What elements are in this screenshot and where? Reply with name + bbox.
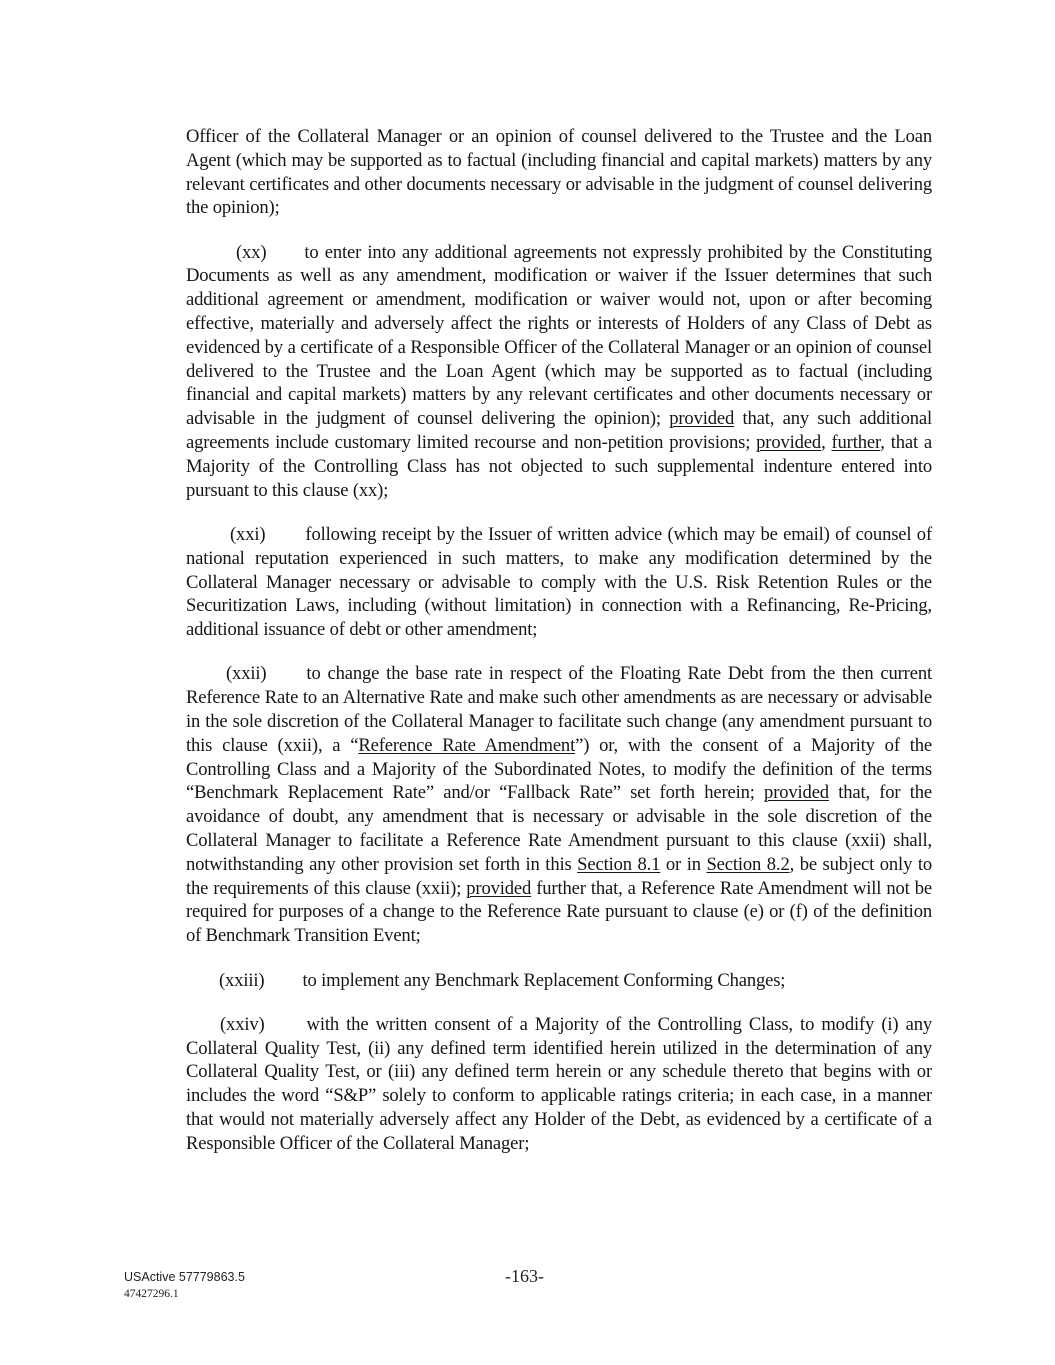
clause-text: that, any such additional agreements include customary limited recourse and non-petition provisions; bbox=[186, 408, 932, 454]
footer-doc-id-secondary: 47427296.1 bbox=[124, 1288, 179, 1300]
clause-text: , bbox=[821, 432, 832, 454]
underlined-term: provided bbox=[764, 782, 829, 804]
clause-list bbox=[186, 241, 932, 1156]
clause-number: (xxiii) bbox=[219, 969, 265, 991]
underlined-term: Section 8.2 bbox=[706, 853, 790, 875]
underlined-term: Section 8.1 bbox=[577, 853, 661, 875]
clause-text: with the written consent of a Majority of the Controlling Class, to modify (i) any Collateral Quality Test, (ii) any defined term identified herein utilized in the determination of any Collateral Quality Test, or (iii) any defined term herein or any schedule thereto that begins with or includes the word “S&P” solely to conform to applicable ratings criteria; in each case, in a manner that would not materially adversely affect any Holder of the Debt, as evidenced by a certificate of a Responsible Officer of the Collateral Manager; bbox=[186, 1013, 932, 1154]
clause-text: to change the base rate in respect of the Floating Rate Debt from the then current Reference Rate to an Alternative Rate and make such other amendments as are necessary or advisable in the sole discretion of the Collateral Manager to facilitate such change (any amendment pursuant to this clause (xxii), a “ bbox=[186, 663, 932, 756]
clause-paragraph bbox=[186, 523, 932, 642]
clause-text: further that, a Reference Rate Amendment will not be required for purposes of a change to the Reference Rate pursuant to clause (e) or (f) of the definition of Benchmark Transition Event; bbox=[186, 877, 932, 947]
clause-paragraph bbox=[186, 1013, 932, 1156]
page-number: -163- bbox=[505, 1266, 544, 1286]
clause-paragraph bbox=[186, 662, 932, 948]
underlined-term: provided bbox=[669, 408, 735, 430]
clause-number: (xx) bbox=[236, 241, 267, 263]
clause-text: that, for the avoidance of doubt, any amendment that is necessary or advisable in the sole discretion of the Collateral Manager to facilitate a Reference Rate Amendment pursuant to this clause (xxii) shall, notwithstanding any other provision set forth in this bbox=[186, 782, 933, 875]
clause-number: (xxiv) bbox=[220, 1013, 265, 1035]
continuation-paragraph: Officer of the Collateral Manager or an opinion of counsel delivered to the Trustee and the Loan Agent (which may be supported as to factual (including financial and capital markets) matters by any relevant certificates and other documents necessary or advisable in the judgment of counsel delivering the opinion); bbox=[186, 126, 932, 219]
underlined-term: provided bbox=[756, 432, 822, 454]
clause-text: , that a Majority of the Controlling Class has not objected to such supplemental indenture entered into pursuant to this clause (xx); bbox=[186, 432, 932, 501]
underlined-term: provided bbox=[466, 877, 532, 899]
underlined-term: further bbox=[831, 432, 881, 454]
clause-text: following receipt by the Issuer of written advice (which may be email) of counsel of national reputation experienced in such matters, to make any modification determined by the Collateral Manager necessary or advisable to comply with the U.S. Risk Retention Rules or the Securitization Laws, including (without limitation) in connection with a Refinancing, Re-Pricing, additional issuance of debt or other amendment; bbox=[186, 523, 932, 641]
clause-text: ”) or, with the consent of a Majority of the Controlling Class and a Majority of the Subordinated Notes, to modify the definition of the terms “Benchmark Replacement Rate” and/or “Fallback Rate” set forth herein; bbox=[186, 734, 932, 804]
clause-text: , be subject only to the requirements of this clause (xxii); bbox=[186, 853, 932, 899]
clause-paragraph bbox=[186, 969, 932, 993]
clause-text: to enter into any additional agreements not expressly prohibited by the Constituting Documents as well as any amendment, modification or waiver if the Issuer determines that such additional agreement or amendment, modification or waiver would not, upon or after becoming effective, materially and adversely affect the rights or interests of Holders of any Class of Debt as evidenced by a certificate of a Responsible Officer of the Collateral Manager or an opinion of counsel delivered to the Trustee and the Loan Agent (which may be supported as to factual (including financial and capital markets) matters by any relevant certificates and other documents necessary or advisable in the judgment of counsel delivering the opinion); bbox=[186, 241, 932, 430]
document-body bbox=[186, 125, 932, 1176]
clause-number: (xxii) bbox=[226, 663, 267, 685]
clause-number: (xxi) bbox=[230, 523, 266, 545]
clause-text: to implement any Benchmark Replacement Conforming Changes; bbox=[302, 969, 786, 991]
underlined-term: Reference Rate Amendment bbox=[358, 734, 576, 756]
footer-doc-id: USActive 57779863.5 bbox=[124, 1270, 245, 1284]
clause-text: or in bbox=[660, 853, 707, 875]
clause-paragraph bbox=[186, 241, 932, 503]
